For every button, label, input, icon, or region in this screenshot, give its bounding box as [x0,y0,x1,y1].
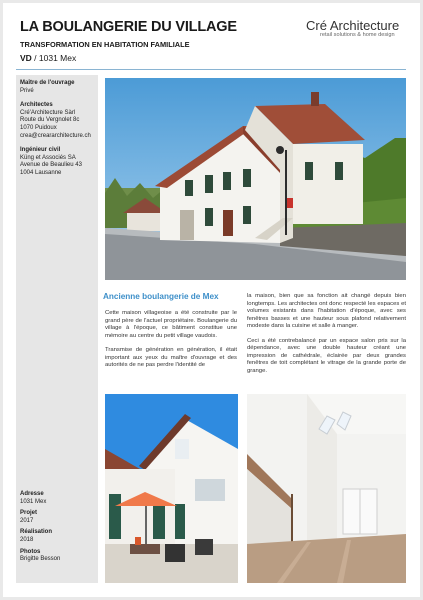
article-heading: Ancienne boulangerie de Mex [103,292,219,301]
article-column-2 [247,293,406,382]
project-value: 2017 [20,517,34,524]
architects-line: Route du Vergnolet 8c [20,117,80,124]
address-label: Adresse [20,491,44,497]
sidebar-project-info [20,80,91,178]
exterior-photo-illustration [105,78,406,280]
engineer-line: Avenue de Beaulieu 43 [20,162,82,169]
article-paragraph: Cette maison villageoise a été construite par le grand père de l'actuel propriétaire. Boulangerie du village à l'époque, ce bâtiment constitue une mémoire au centre du petit village vaudois. [105,310,237,339]
company-tagline: retail solutions & home design [320,32,395,38]
engineer-label: Ingénieur civil [20,147,61,154]
company-logo: Cré Architecture [306,18,400,33]
architects-label: Architectes [20,102,53,109]
page-subtitle: TRANSFORMATION EN HABITATION FAMILIALE [20,40,190,49]
interior-photo [247,394,406,583]
location-text: / 1031 Mex [31,53,77,63]
photos-value: Brigitte Besson [20,556,61,563]
article-paragraph: la maison, bien que sa fonction ait changé depuis bien longtemps. Les architectes ont donc respecté les espaces et volumes existants dans l'habitation d'époque, avec ses fenêtres basses et une hauteur sous plafond relativement modeste dans la cuisine et salle à manger. [247,293,406,329]
article-column-1 [105,310,237,377]
interior-photo-illustration [247,394,406,583]
engineer-line: Küng et Associés SA [20,154,76,161]
realisation-value: 2018 [20,536,34,543]
page-title: LA BOULANGERIE DU VILLAGE [20,19,237,35]
article-paragraph: Transmise de génération en génération, il était important aux yeux du maître d'ouvrage et des autorités de ne pas perdre l'identité de [105,347,237,368]
architects-email: crea@creararchitecture.ch [20,132,91,139]
sidebar-credits [20,491,60,564]
owner-label: Maître de l'ouvrage [20,80,75,86]
project-label: Projet [20,510,38,517]
location-line [20,53,76,63]
owner-value: Privé [20,87,34,94]
photos-label: Photos [20,548,41,555]
engineer-line: 1004 Lausanne [20,169,62,176]
brochure-page [3,3,420,597]
architects-line: Cré'Architecture Sàrl [20,109,76,116]
exterior-photo [105,78,406,280]
terrace-photo-illustration [105,394,238,583]
address-value: 1031 Mex [20,498,47,505]
article-paragraph: Ceci a été contrebalancé par un espace salon pris sur la dépendance, avec une double hauteur créant une impression de cathédrale, éclairée par deux grandes fenêtres de toit complétant le vitrage de la grande porte de grange. [247,337,406,374]
architects-line: 1070 Puidoux [20,124,57,131]
header-divider [16,69,406,70]
canton-code: VD [20,53,32,63]
realisation-label: Réalisation [20,529,53,536]
terrace-photo [105,394,238,583]
